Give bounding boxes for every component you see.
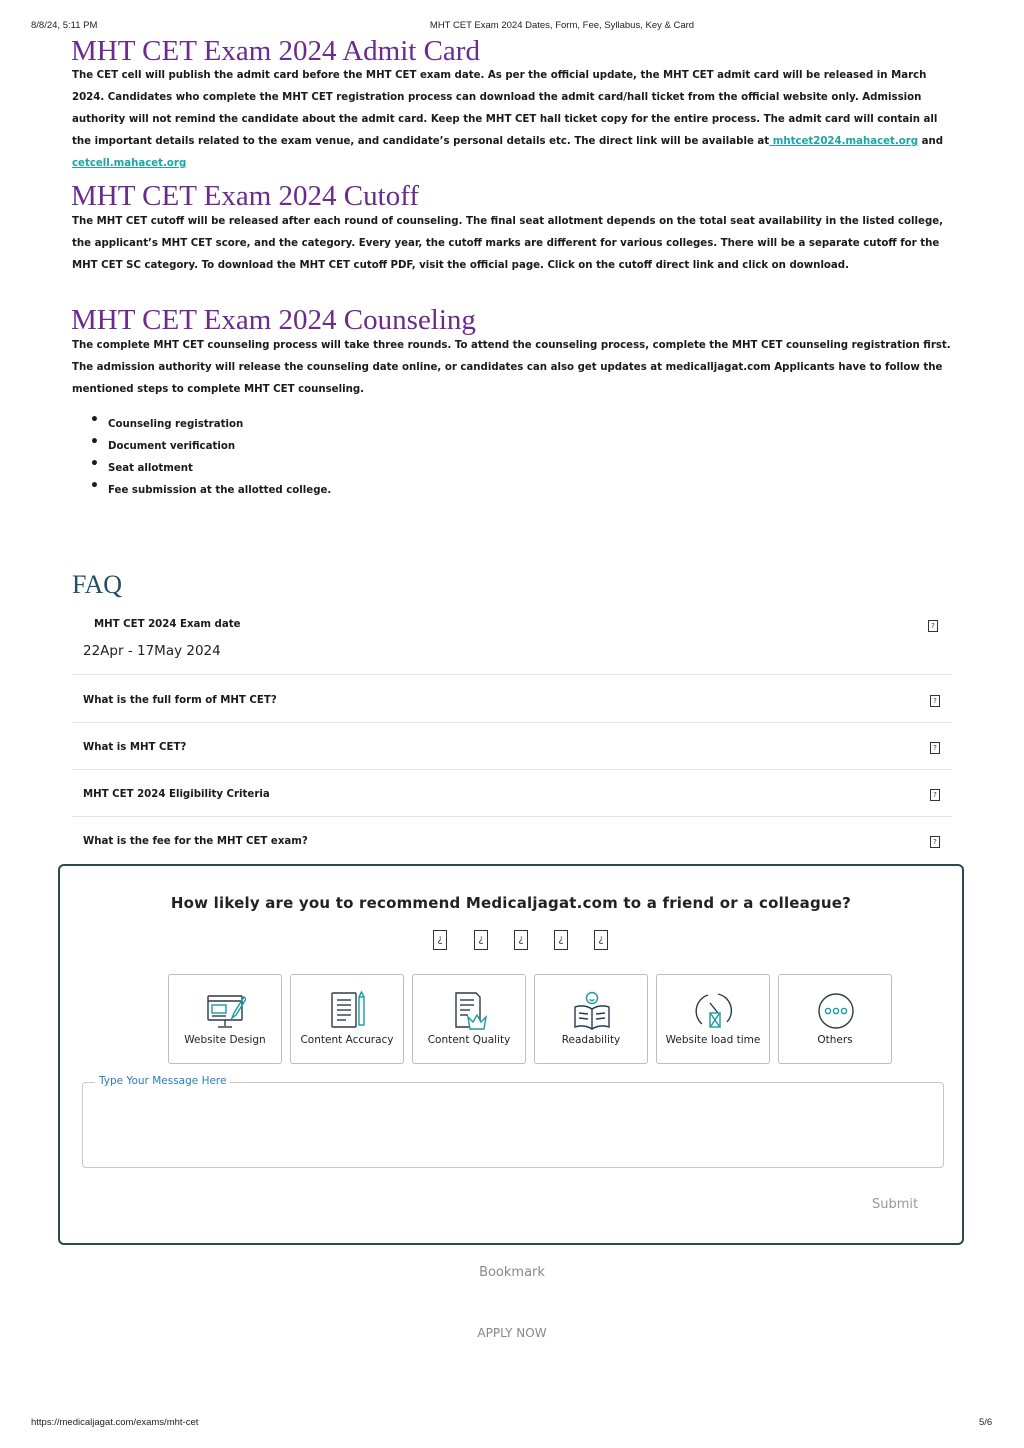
faq-item-eligibility[interactable]: [72, 770, 952, 817]
admit-card-text: [72, 65, 957, 175]
submit-button[interactable]: Submit: [872, 1197, 919, 1212]
rating-icon-2[interactable]: ¿: [474, 930, 488, 950]
list-item: • Counseling registration: [90, 412, 244, 430]
document-crown-icon: [450, 991, 490, 1031]
faq-toggle-icon[interactable]: ?: [930, 836, 940, 848]
ellipsis-circle-icon: [816, 991, 856, 1031]
cutoff-heading: MHT CET Exam 2024 Cutoff: [71, 180, 419, 212]
category-others[interactable]: [778, 974, 892, 1064]
faq-answer: 22Apr - 17May 2024: [83, 643, 221, 659]
counseling-text: The complete MHT CET counseling process will take three rounds. To attend the counseling process, complete the MHT CET counseling registration first. The admission authority will release the counseling date online, or candidates can also get updates at medicalljagat.com Applicants have to follow the mentioned steps to complete MHT CET counseling.: [72, 340, 951, 395]
step-label: Fee submission at the allotted college.: [108, 485, 332, 496]
rating-icon-1[interactable]: ¿: [433, 930, 447, 950]
step-label: Seat allotment: [108, 463, 193, 474]
print-datetime: 8/8/24, 5:11 PM: [31, 20, 98, 31]
faq-toggle-icon[interactable]: ?: [928, 620, 938, 632]
faq-heading: FAQ: [72, 570, 123, 599]
step-label: Counseling registration: [108, 419, 244, 430]
faq-toggle-icon[interactable]: ?: [930, 695, 940, 707]
category-label: Content Quality: [427, 1034, 511, 1046]
list-item: • Document verification: [90, 434, 236, 452]
list-item: • Fee submission at the allotted college.: [90, 478, 332, 496]
list-item: • Seat allotment: [90, 456, 193, 474]
category-website-design[interactable]: [168, 974, 282, 1064]
category-label: Others: [817, 1034, 853, 1046]
category-label: Readability: [561, 1034, 621, 1046]
print-page-title: MHT CET Exam 2024 Dates, Form, Fee, Syllabus, Key & Card: [429, 20, 695, 31]
print-url: https://medicaljagat.com/exams/mht-cet: [31, 1417, 199, 1428]
apply-now-button[interactable]: APPLY NOW: [477, 1326, 547, 1340]
faq-toggle-icon[interactable]: ?: [930, 789, 940, 801]
document-pencil-icon: [328, 991, 368, 1031]
category-content-quality[interactable]: [412, 974, 526, 1064]
message-textarea[interactable]: [82, 1075, 944, 1168]
feedback-panel: [58, 864, 964, 1245]
faq-item-fee[interactable]: [72, 817, 952, 863]
faq-item-full-form[interactable]: [72, 675, 952, 723]
rating-icon-3[interactable]: ¿: [514, 930, 528, 950]
faq-item-what-is[interactable]: [72, 723, 952, 770]
rating-icon-5[interactable]: ¿: [594, 930, 608, 950]
print-page-number: 5/6: [979, 1417, 993, 1428]
survey-question: How likely are you to recommend Medicaljagat.com to a friend or a colleague?: [170, 894, 852, 912]
monitor-design-icon: [206, 991, 246, 1031]
counseling-steps-list: [90, 414, 331, 502]
person-reading-icon: [572, 991, 612, 1031]
faq-question: What is the fee for the MHT CET exam?: [83, 836, 308, 847]
admit-card-heading: MHT CET Exam 2024 Admit Card: [71, 35, 480, 67]
faq-toggle-icon[interactable]: ?: [930, 742, 940, 754]
cutoff-text: The MHT CET cutoff will be released after each round of counseling. The final seat allotment depends on the total seat availability in the listed college, the applicant’s MHT CET score, and the category. Every year, the cutoff marks are different for various colleges. There will be a separate cutoff for the MHT CET SC category. To download the MHT CET cutoff PDF, visit the official page. Click on the cutoff direct link and click on download.: [72, 216, 944, 271]
category-label: Content Accuracy: [300, 1034, 394, 1046]
category-content-accuracy[interactable]: [290, 974, 404, 1064]
hourglass-timer-icon: [694, 991, 734, 1031]
category-readability[interactable]: [534, 974, 648, 1064]
message-placeholder: Type Your Message Here: [95, 1075, 230, 1087]
category-label: Website load time: [665, 1034, 761, 1046]
admit-card-body: The CET cell will publish the admit card before the MHT CET exam date. As per the official update, the MHT CET admit card will be released in March 2024. Candidates who complete the MHT CET registration process can download the admit card/hall ticket from the official website only. Admission authority will not remind the candidate about the admit card. Keep the MHT CET hall ticket copy for the entire process. The admit card will contain all the important details related to the exam venue, and candidate’s personal details etc. The direct link will be available at: [72, 70, 938, 147]
faq-question: MHT CET 2024 Exam date: [94, 619, 241, 630]
bookmark-button[interactable]: Bookmark: [479, 1265, 545, 1280]
mhtcet-link[interactable]: mhtcet2024.mahacet.org: [769, 136, 919, 147]
faq-question: What is the full form of MHT CET?: [83, 695, 277, 706]
faq-question: What is MHT CET?: [83, 742, 187, 753]
rating-icon-4[interactable]: ¿: [554, 930, 568, 950]
step-label: Document verification: [108, 441, 236, 452]
faq-question: MHT CET 2024 Eligibility Criteria: [83, 789, 270, 800]
faq-item-exam-date[interactable]: [72, 612, 952, 675]
category-label: Website Design: [184, 1034, 266, 1046]
counseling-heading: MHT CET Exam 2024 Counseling: [71, 304, 476, 336]
category-website-load-time[interactable]: [656, 974, 770, 1064]
and-text: and: [918, 136, 944, 147]
cetcell-link[interactable]: cetcell.mahacet.org: [72, 158, 187, 169]
